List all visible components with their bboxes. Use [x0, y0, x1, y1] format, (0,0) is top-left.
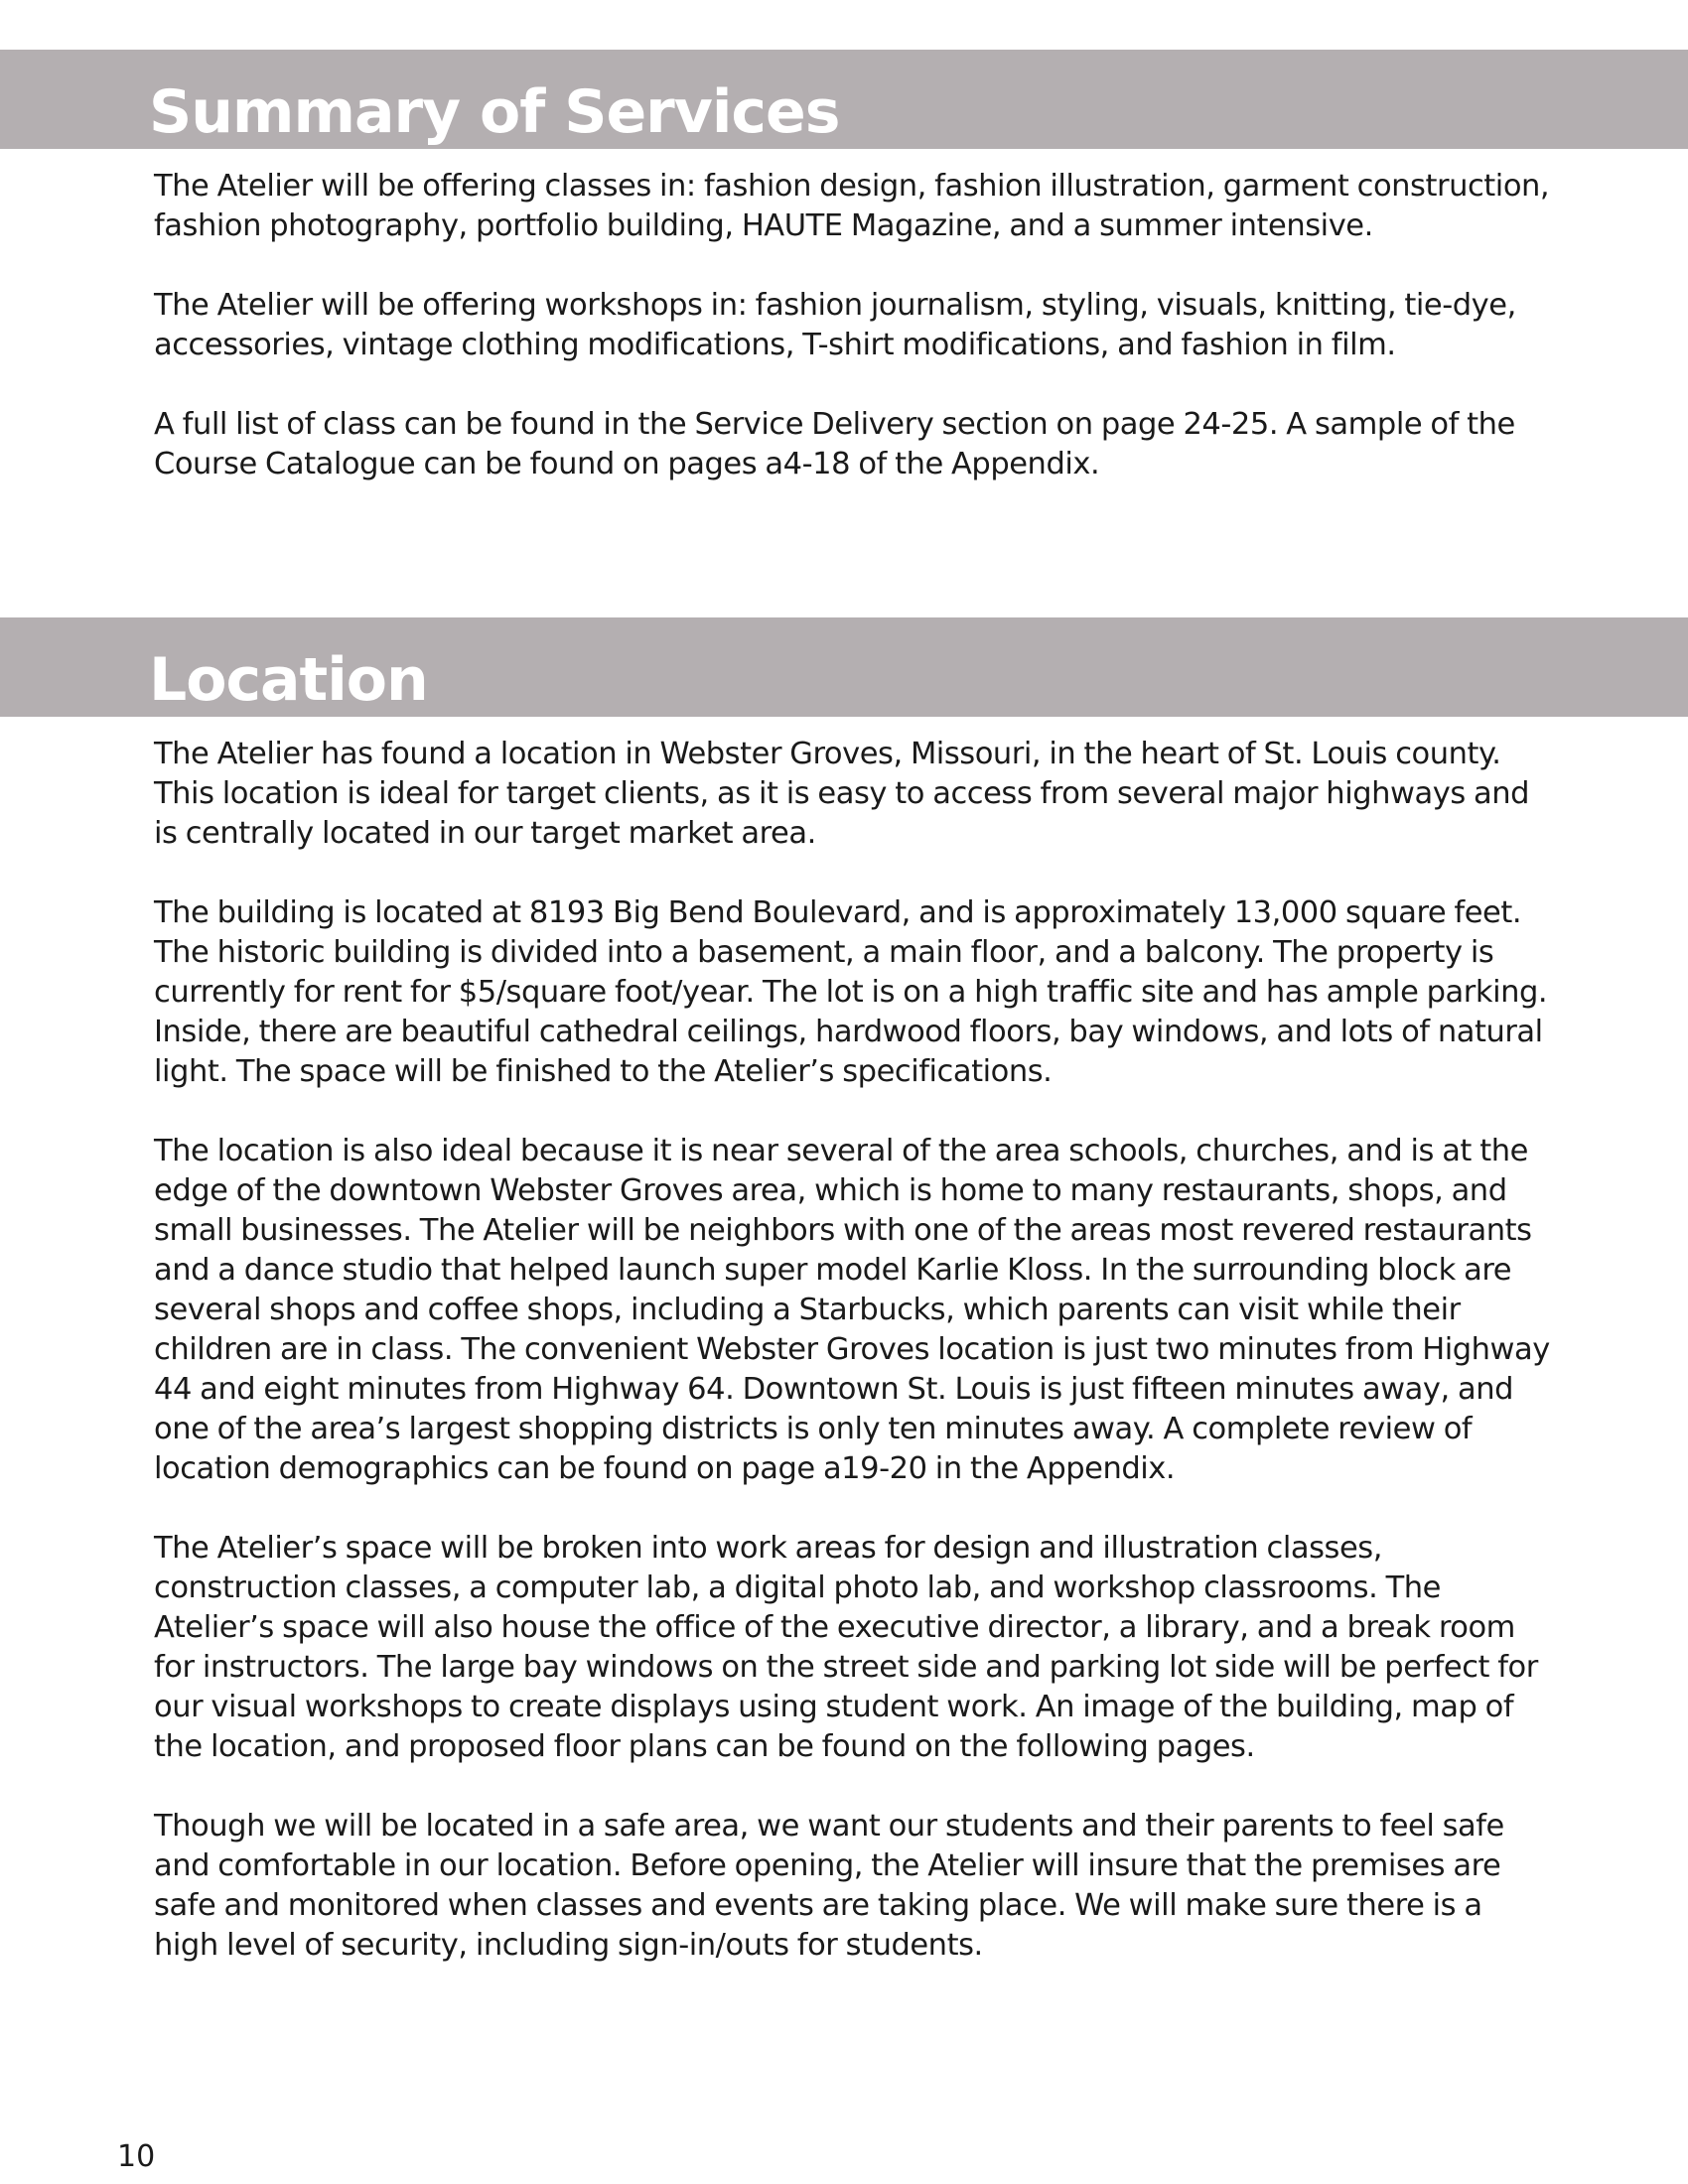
- summary-paragraph: The Atelier will be offering classes in: fashion design, fashion illustration, garment construction, fashion photography, portfolio building, HAUTE Magazine, and a summer intensive.: [154, 169, 1550, 243]
- summary-paragraph: A full list of class can be found in the Service Delivery section on page 24-25. A sample of the Course Catalogue can be found on pages a4-18 of the Appendix.: [154, 407, 1515, 481]
- location-paragraph: Though we will be located in a safe area, we want our students and their parents to feel safe and comfortable in our location. Before opening, the Atelier will insure that the premises are safe and monitored when classes and events are taking place. We will make sure there is a high level of security, including sign-in/outs for students.: [154, 1809, 1504, 1963]
- location-section-title: Location: [149, 645, 428, 715]
- location-paragraph: The location is also ideal because it is near several of the area schools, churches, and is at the edge of the downtown Webster Groves area, which is home to many restaurants, shops, and small businesses. The Atelier will be neighbors with one of the areas most revered restaurants and a dance studio that helped launch super model Karlie Kloss. In the surrounding block are several shops and coffee shops, including a Starbucks, which parents can visit while their children are in class. The convenient Webster Groves location is just two minutes from Highway 44 and eight minutes from Highway 64. Downtown St. Louis is just fifteen minutes away, and one of the area’s largest shopping districts is only ten minutes away. A complete review of location demographics can be found on page a19-20 in the Appendix.: [154, 1134, 1550, 1486]
- summary-paragraph: The Atelier will be offering workshops in: fashion journalism, styling, visuals, knitting, tie-dye, accessories, vintage clothing modifications, T-shirt modifications, and fashion in film.: [154, 288, 1516, 362]
- summary-section-body: [154, 167, 1554, 524]
- location-paragraph: The Atelier has found a location in Webster Groves, Missouri, in the heart of St. Louis county. This location is ideal for target clients, as it is easy to access from several major highways and is centrally located in our target market area.: [154, 737, 1530, 851]
- location-paragraph: The Atelier’s space will be broken into work areas for design and illustration classes, construction classes, a computer lab, a digital photo lab, and workshop classrooms. The Atelier’s space will also house the office of the executive director, a library, and a break room for instructors. The large bay windows on the street side and parking lot side will be perfect for our visual workshops to create displays using student work. An image of the building, map of the location, and proposed floor plans can be found on the following pages.: [154, 1531, 1538, 1764]
- summary-section-title: Summary of Services: [149, 77, 840, 147]
- page-number: 10: [117, 2139, 156, 2174]
- location-section-body: [154, 735, 1554, 2005]
- location-paragraph: The building is located at 8193 Big Bend Boulevard, and is approximately 13,000 square feet. The historic building is divided into a basement, a main floor, and a balcony. The property is currently for rent for $5/square foot/year. The lot is on a high traffic site and has ample parking. Inside, there are beautiful cathedral ceilings, hardwood floors, bay windows, and lots of natural light. The space will be finished to the Atelier’s specifications.: [154, 895, 1548, 1089]
